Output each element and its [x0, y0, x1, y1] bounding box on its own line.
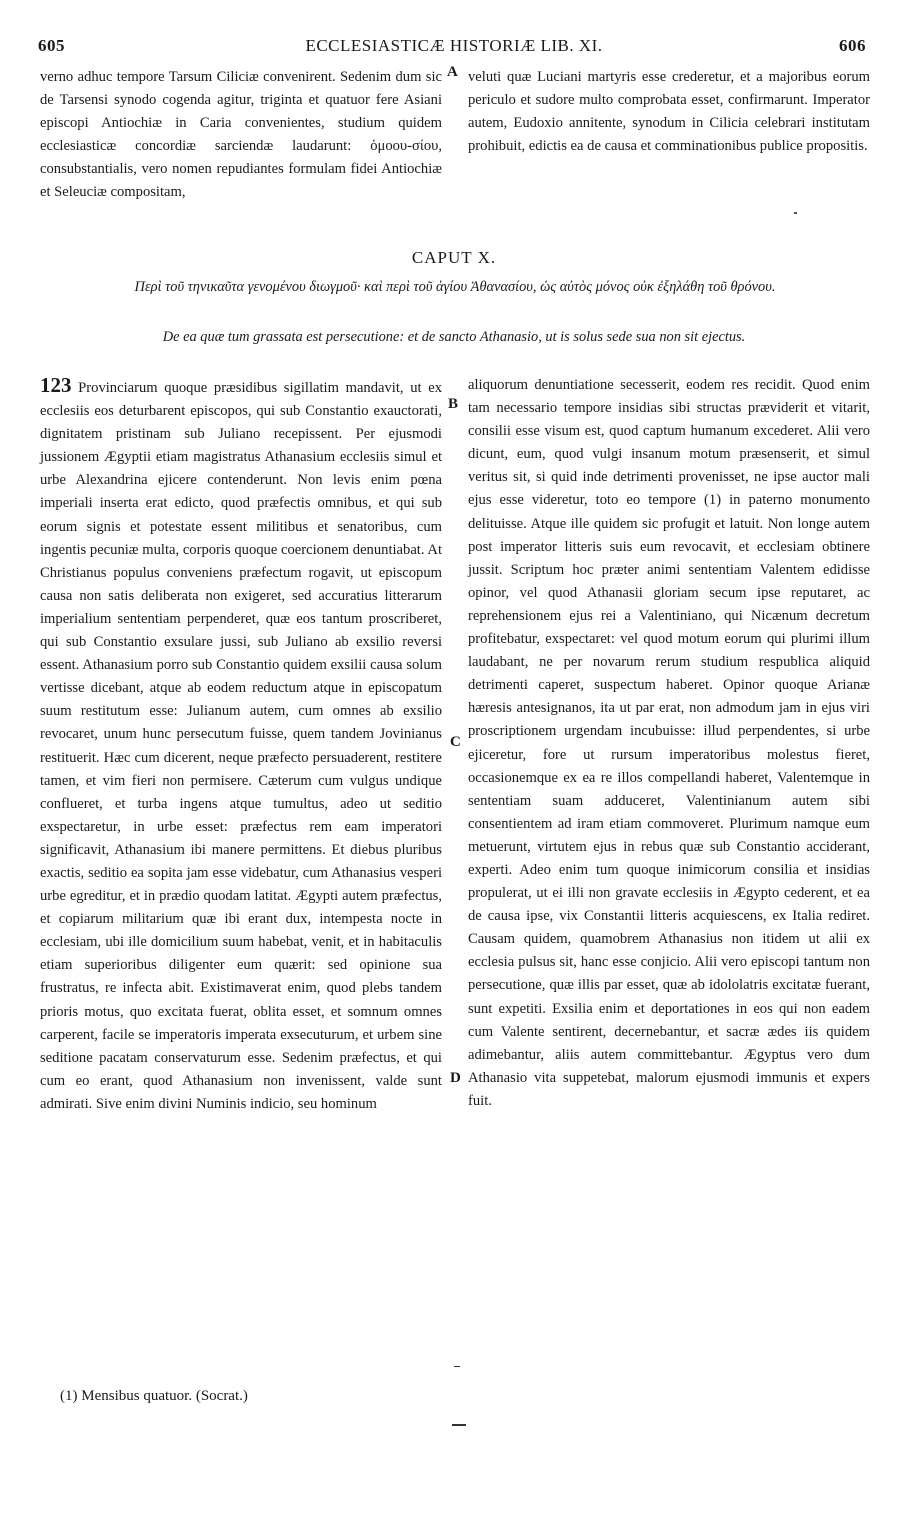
- paragraph: veluti quæ Luciani martyris esse crederetur, et a majoribus eorum periculo et sudore multo comprobata esset, confirmarunt. Imperator autem, Eudoxio annitente, synodum in Cilicia celebrari institutam prohibuit, edictis ea de causa et comminationibus publice propositis.: [468, 69, 870, 155]
- top-left-column: [40, 66, 442, 205]
- paragraph: verno adhuc tempore Tarsum Ciliciæ convenirent. Sedenim dum sic de Tarsensi synodo cogenda agitur, triginta et quatuor fere Asiani episcopi Antiochiæ in Caria convenientes, studium quidem ecclesiasticæ concordiæ sarciendæ laudarunt: ὁμοου-σίου, consubstantialis, vero nomen repudiantes formulam fidei Antiochiæ et Seleuciæ compositam,: [40, 69, 442, 201]
- margin-marker-c: C: [450, 734, 461, 750]
- body-left-column: [40, 374, 442, 1116]
- margin-marker-d: D: [450, 1070, 461, 1086]
- margin-marker-b: B: [448, 396, 459, 412]
- chapter-title: CAPUT X.: [411, 248, 497, 267]
- body-text-left: Provinciarum quoque præsidibus sigillatim mandavit, ut ex ecclesiis eos deturbarent episcopos, qui sub Constantio exauctorati, dignitatem pristinam sub Juliano recepissent. Per ejusmodi jussionem Ægyptii etiam magistratus Athanasium ecclesiis simul et urbe Alexandrina ejicere contenderunt. Non levis enim pœna imperiali inserta erat edicto, quod præfectis omnibus, et qui sub eorum signis et potestate essent militibus et senatoribus, cum ingentis pecuniæ multa, corporis quoque coercionem denuntiabat. At Christianus populus conveniens præfectum rogavit, ut episcopum causa non satis deliberata non exigeret, sed accuratius litterarum imperialium sententiam perpenderet, quæ eos tantum proscriberet, qui sub Constantio exsulare jussi, sub Juliano ab exsilio reversi essent. Athanasium porro sub Constantio quidem exsilii causa solum vertisse dicebant, atque ab eodem reductum atque in episcopatum suum restitutum esse: Julianum autem, cum omnes ab exsilio revocaret, unum hunc persecutum fuisse, quem tandem Jovinianus restituerit. Hæc cum dicerent, neque præfecto persuaderent, restitere tamen, et vim fieri non permisere. Cæterum cum vulgus undique conflueret, et turba ingens atque tumultus, adeo ut seditio exspectaretur, in urbe esset: præfectus rem eam imperatori significavit, Athanasium ibi manere permittens. Et diebus pluribus exactis, seditio ea sopita jam esse videbatur, cum Athanasius vesperi urbe egreditur, et in prædio quodam latitat. Ægypti autem præfectus, et copiarum militarium quæ ibi erant dux, intempesta nocte in ecclesiam, ubi ille domicilium suum habebat, venit, et in habitaculis etiam superioribus diligenter eum quærit: sed opinione sua frustratus, re infecta abit. Existimaverat enim, quod plebs tandem prioris motus, quo excitata fuerat, oblita esset, et somnum omnes carperent, facile se imperatoris imperata exsecuturum, et urbem sine seditione pacatam conservaturum esse. Sedenim præfectus, et qui cum eo erant, quod Athanasium non invenissent, valde sunt admirati. Sive enim divini Numinis indicio, seu hominum: [40, 380, 442, 1112]
- running-title: ECCLESIASTICÆ HISTORIÆ LIB. XI.: [305, 36, 603, 55]
- section-number: 123: [40, 373, 72, 397]
- divider: [452, 1424, 466, 1426]
- margin-marker-a: A: [447, 64, 458, 80]
- chapter-greek-summary: Περὶ τοῦ τηνικαῦτα γενομένου διωγμοῦ· καὶ περὶ τοῦ ἁγίου Ἀθανασίου, ὡς αὐτὸς μόνος οὐκ ἐξηλάθη τοῦ θρόνου.: [134, 279, 776, 295]
- running-header: [0, 36, 908, 58]
- paragraph: aliquorum denuntiatione secesserit, eodem res recidit. Quod enim tam necessario tempore insidias sibi structas præviderit et vitarit, consilii esse visum est, quod captum humanum excederet. Alii vero dicunt, eum, quod vulgi insanum motum præsenserit, et simul veritus sit, si quid inde detrimenti provenisset, ne ipse auctor mali ejus esse videretur, toto eo tempore (1) in paterno monumento delituisse. Atque ille quidem sic profugit et latuit. Non longe autem post imperator litteris suis eum revocavit, et ecclesiam obtinere jussit. Scriptum hoc præter animi sententiam Valentem edidisse opinor, vel quod Athanasii gloriam secum ipse reputaret, ac reprehensionem ejus rei a Valentiniano, qui Nicænum decretum profitebatur, exspectaret: vel quod motum eorum qui plurimi illum laudabant, ne per novarum rerum studium respublica aliquid detrimenti caperet, suspectum haberet. Opinor quoque Arianæ hæresis antesignanos, ita ut par erat, non admodum jam in ejus viri proscriptionem urgendam incubuisse: illud perpendentes, si urbe ejiceretur, fore ut rursum imperatoribus molestus fieret, occasionemque ex ea re illos compellandi haberet, Valentemque in sententiam suam adduceret, Valentinianum autem sibi consentientem ad iram etiam commoveret. Plurimum namque eum metuerunt, virtutem ejus in rebus quæ sub Constantio acciderant, experti. Adeo enim tum quoque inimicorum consilia et insidias propulerat, ut ei illi non gravate ecclesiis in Ægypto cederent, et ea de causa ipse, vix Constantii litteris acquiescens, ex Italia rediret. Causam quidem, quamobrem Athanasius non itidem ut alii ex ecclesia pulsus sit, hanc esse conjicio. Alii vero episcopi tantum non persecutione, quæ illis par esset, quæ ab idololatris excitatæ fuerant, sunt expetiti. Exsilia enim et deportationes in eos qui non eadem cum Valente sentirent, decernebantur, et sacræ ædes iis quidem adimebantur, aliis autem committebantur. Ægyptus vero dum Athanasio vita suppetebat, malorum ejusmodi immunis et expers fuit.: [468, 377, 870, 1109]
- paragraph: [40, 374, 442, 1116]
- body-right-column: [468, 374, 870, 1113]
- top-right-column: [468, 66, 870, 158]
- chapter-latin-summary: De ea quæ tum grassata est persecutione: et de sancto Athanasio, ut is solus sede sua non sit ejectus.: [162, 329, 746, 345]
- page-number-left: 605: [38, 36, 65, 55]
- stray-mark: [794, 212, 797, 214]
- footnote: (1) Mensibus quatuor. (Socrat.): [60, 1388, 248, 1404]
- divider: [454, 1366, 460, 1367]
- page-number-right: 606: [839, 36, 866, 55]
